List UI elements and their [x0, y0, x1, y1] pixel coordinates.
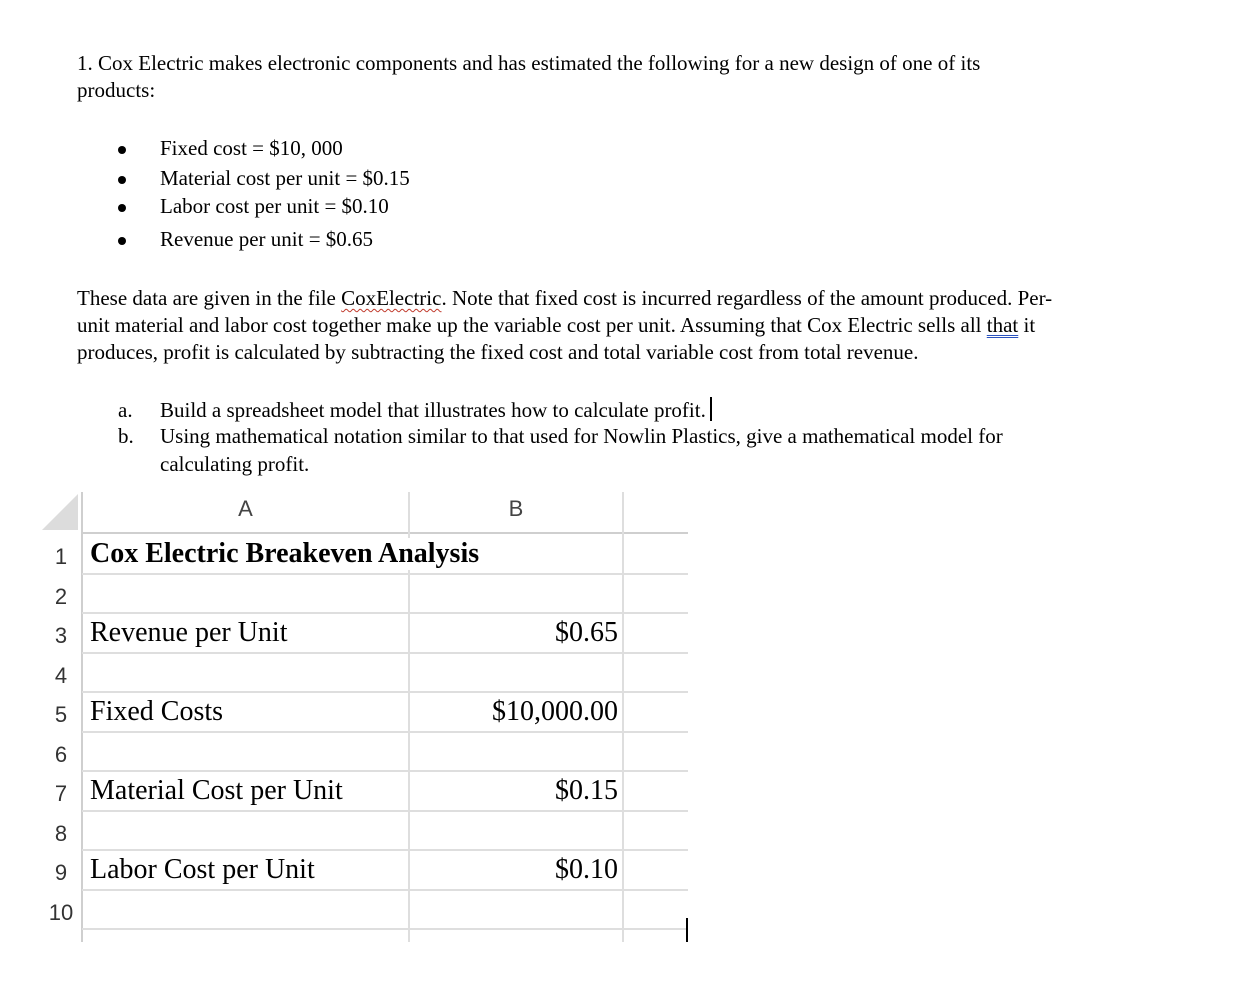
- cell-b9[interactable]: $0.10: [555, 854, 618, 885]
- paragraph-line1: [77, 285, 1052, 312]
- part-a-text[interactable]: [160, 397, 712, 424]
- bullet-item-fixed-cost: Fixed cost = $10, 000: [160, 136, 343, 160]
- row-divider: [82, 652, 688, 654]
- row-header-3[interactable]: 3: [54, 623, 68, 648]
- bullet-item-material-cost: Material cost per unit = $0.15: [160, 166, 410, 190]
- row-header-7[interactable]: 7: [54, 781, 68, 806]
- paragraph-text: These data are given in the file: [77, 286, 342, 310]
- sheet-title-cell[interactable]: Cox Electric Breakeven Analysis: [90, 538, 485, 570]
- row-divider: [82, 770, 688, 772]
- bullet-item-revenue: Revenue per unit = $0.65: [160, 227, 374, 251]
- row-header-1[interactable]: 1: [54, 544, 68, 569]
- row-header-6[interactable]: 6: [54, 742, 68, 767]
- row-divider: [82, 928, 688, 930]
- column-header-b[interactable]: B: [508, 496, 524, 521]
- grammar-flag-word[interactable]: that: [986, 313, 1019, 337]
- row-divider: [82, 612, 688, 614]
- cell-a3[interactable]: Revenue per Unit: [90, 617, 288, 648]
- row-divider: [82, 849, 688, 851]
- bullet-icon: [118, 204, 126, 212]
- cell-a7[interactable]: Material Cost per Unit: [90, 775, 343, 806]
- row-divider: [82, 691, 688, 693]
- column-divider: [622, 492, 624, 942]
- bullet-icon: [118, 146, 126, 154]
- paragraph-line2: [77, 312, 1035, 339]
- row-divider: [82, 731, 688, 733]
- paragraph-text: it: [1018, 313, 1036, 337]
- spreadsheet: [40, 492, 688, 942]
- text-cursor-icon: [710, 397, 712, 421]
- file-name-link[interactable]: CoxElectric: [341, 286, 442, 310]
- row-header-4[interactable]: 4: [54, 663, 68, 688]
- bullet-item-labor-cost: Labor cost per unit = $0.10: [160, 194, 389, 218]
- question-intro-line2: products:: [77, 78, 156, 102]
- row-header-9[interactable]: 9: [54, 860, 68, 885]
- row-header-10[interactable]: 10: [48, 900, 74, 925]
- bullet-icon: [118, 176, 126, 184]
- part-a-line: Build a spreadsheet model that illustrates how to calculate profit.: [160, 398, 706, 422]
- part-b-label: b.: [118, 424, 134, 448]
- cell-a9[interactable]: Labor Cost per Unit: [90, 854, 315, 885]
- paragraph-text: unit material and labor cost together make up the variable cost per unit. Assuming that Cox Electric sells all: [77, 313, 987, 337]
- row-divider: [82, 810, 688, 812]
- part-b-line1: Using mathematical notation similar to that used for Nowlin Plastics, give a mathematical model for: [160, 424, 1003, 448]
- row-header-2[interactable]: 2: [54, 584, 68, 609]
- row-header-5[interactable]: 5: [54, 702, 68, 727]
- select-all-corner-icon[interactable]: [40, 492, 78, 530]
- cell-b5[interactable]: $10,000.00: [492, 696, 618, 727]
- paragraph-text: . Note that fixed cost is incurred regardless of the amount produced. Per-: [441, 286, 1053, 310]
- row-divider: [82, 573, 688, 575]
- cell-a5[interactable]: Fixed Costs: [90, 696, 224, 727]
- part-a-label: a.: [118, 398, 133, 422]
- column-header-a[interactable]: A: [238, 496, 253, 521]
- bullet-icon: [118, 237, 126, 245]
- text-cursor-icon: [686, 918, 688, 942]
- cell-b3[interactable]: $0.65: [555, 617, 618, 648]
- paragraph-line3: produces, profit is calculated by subtracting the fixed cost and total variable cost from total revenue.: [77, 340, 919, 364]
- cell-b7[interactable]: $0.15: [555, 775, 618, 806]
- question-intro-line1: 1. Cox Electric makes electronic components and has estimated the following for a new design of one of its: [77, 51, 981, 75]
- row-header-8[interactable]: 8: [54, 821, 68, 846]
- row-divider: [82, 889, 688, 891]
- part-b-line2: calculating profit.: [160, 452, 310, 476]
